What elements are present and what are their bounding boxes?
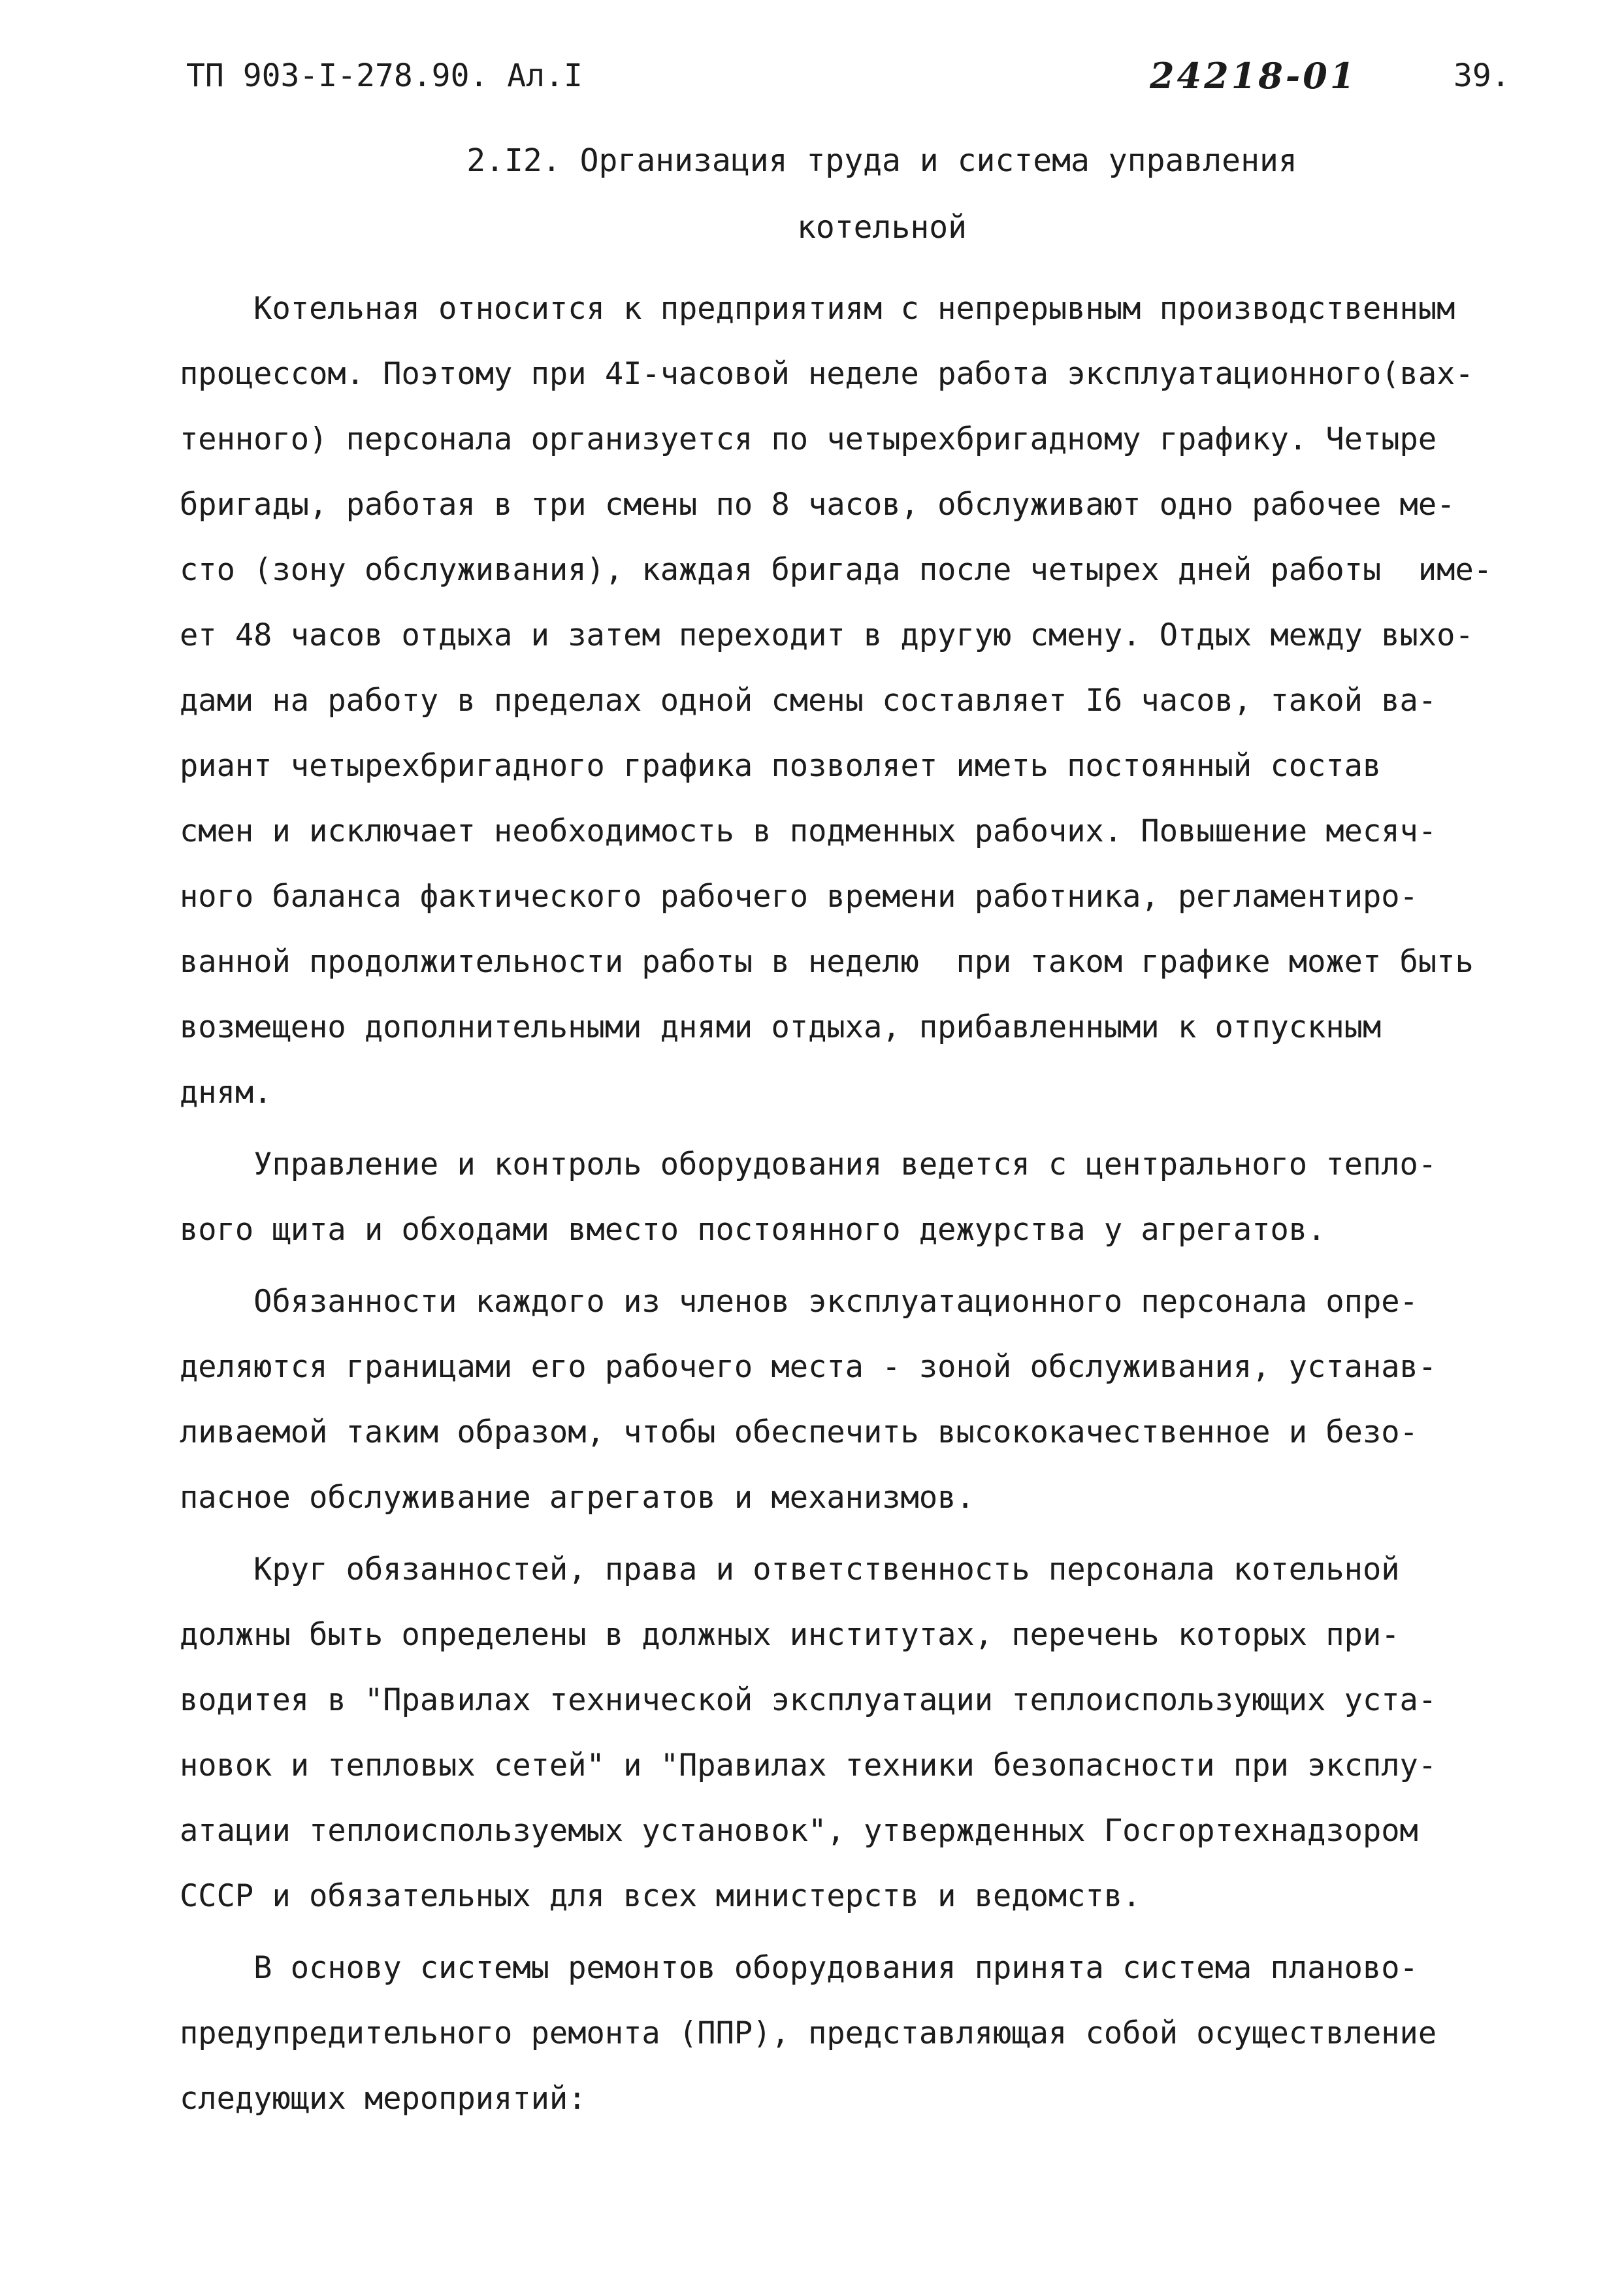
body-line: водитея в "Правилах технической эксплуатации теплоиспользующих уста- xyxy=(180,1682,1437,1718)
body-line: сто (зону обслуживания), каждая бригада после четырех дней работы име- xyxy=(180,552,1493,588)
body-line: следующих мероприятий: xyxy=(180,2081,587,2117)
page-number: 39. xyxy=(1453,57,1510,94)
body-line: смен и исключает необходимость в подменных рабочих. Повышение месяч- xyxy=(180,813,1437,849)
body-line: ливаемой таким образом, чтобы обеспечить высококачественное и безо- xyxy=(180,1414,1418,1450)
section-title-continuation: котельной xyxy=(796,209,967,246)
body-line: новок и тепловых сетей" и "Правилах техники безопасности при эксплу- xyxy=(180,1748,1437,1783)
section-title: 2.I2. Организация труда и система управления xyxy=(466,142,1297,179)
body-line: ного баланса фактического рабочего времени работника, регламентиро- xyxy=(180,879,1418,915)
document-code: ТП 903-I-278.90. Ал.I xyxy=(186,57,583,94)
handwritten-inventory-number: 24218-01 xyxy=(1150,55,1357,97)
body-line: тенного) персонала организуется по четырехбригадному графику. Четыре xyxy=(180,421,1437,457)
body-line: ванной продолжительности работы в неделю при таком графике может быть xyxy=(180,944,1474,980)
body-line: Круг обязанностей, права и ответственность персонала котельной xyxy=(180,1552,1400,1587)
body-line: дами на работу в пределах одной смены составляет I6 часов, такой ва- xyxy=(180,683,1437,719)
body-line: атации теплоиспользуемых установок", утвержденных Госгортехнадзором xyxy=(180,1813,1418,1849)
body-line: В основу системы ремонтов оборудования принята система планово- xyxy=(180,1950,1418,1986)
body-line: возмещено дополнительными днями отдыха, прибавленными к отпускным xyxy=(180,1009,1382,1045)
body-line: должны быть определены в должных институтах, перечень которых при- xyxy=(180,1617,1400,1653)
body-line: риант четырехбригадного графика позволяет иметь постоянный состав xyxy=(180,748,1382,784)
body-line: вого щита и обходами вместо постоянного дежурства у агрегатов. xyxy=(180,1212,1326,1248)
body-line: бригады, работая в три смены по 8 часов, обслуживают одно рабочее ме- xyxy=(180,487,1455,523)
body-line: СССР и обязательных для всех министерств и ведомств. xyxy=(180,1878,1141,1914)
body-line: процессом. Поэтому при 4I-часовой неделе работа эксплуатационного(вах- xyxy=(180,356,1474,392)
body-line: Управление и контроль оборудования ведется с центрального тепло- xyxy=(180,1146,1437,1182)
body-line: ет 48 часов отдыха и затем переходит в другую смену. Отдых между выхо- xyxy=(180,617,1474,653)
body-line: дням. xyxy=(180,1075,272,1111)
body-line: Обязанности каждого из членов эксплуатационного персонала опре- xyxy=(180,1284,1418,1320)
body-line: Котельная относится к предприятиям с непрерывным производственным xyxy=(180,291,1455,327)
body-line: пасное обслуживание агрегатов и механизмов. xyxy=(180,1480,975,1516)
body-line: деляются границами его рабочего места - зоной обслуживания, устанав- xyxy=(180,1349,1437,1385)
body-line: предупредительного ремонта (ППР), представляющая собой осуществление xyxy=(180,2015,1437,2051)
